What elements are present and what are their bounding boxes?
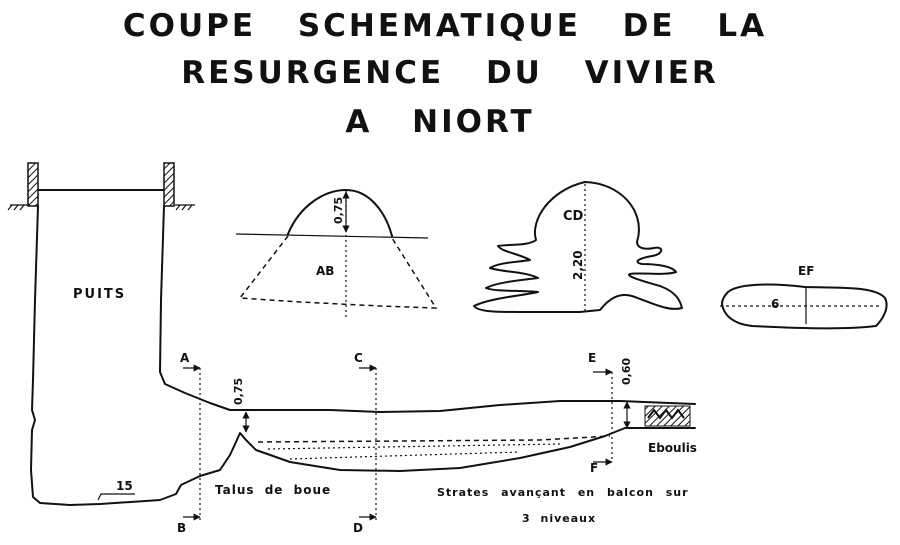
well-and-passage-floor <box>31 206 625 505</box>
strata-line-1 <box>258 436 610 442</box>
label-dim-075: 0,75 <box>232 377 245 405</box>
strata-lines <box>258 436 610 459</box>
eboulis-rubble <box>625 406 695 428</box>
label-dim-060: 0,60 <box>620 357 633 385</box>
well-wall-left <box>28 163 38 206</box>
label-dim-15: 15 <box>116 479 133 493</box>
section-ef <box>720 285 887 329</box>
label-section-d: D <box>353 521 363 535</box>
label-dim-ab: 0,75 <box>332 196 345 224</box>
title-line-2: RESURGENCE DU VIVIER <box>181 55 719 91</box>
section-cd-outline <box>474 182 682 312</box>
section-ab-lower <box>240 236 436 308</box>
label-strates-1: Strates avançant en balcon sur <box>437 486 689 499</box>
label-section-c: C <box>354 351 363 365</box>
title-line-3: A NIORT <box>345 104 535 140</box>
label-section-a: A <box>180 351 190 365</box>
well-wall-right <box>164 163 174 206</box>
well-structure <box>8 163 695 505</box>
label-dim-ef: 6 <box>771 297 780 311</box>
section-cd <box>474 182 682 312</box>
label-ef: EF <box>798 264 815 278</box>
dim-15-marker <box>98 494 135 500</box>
strata-line-2 <box>268 444 560 449</box>
label-dim-cd: 2,20 <box>571 250 585 280</box>
label-talus: Talus de boue <box>215 483 332 497</box>
label-strates-2: 3 niveaux <box>522 512 597 525</box>
label-section-f: F <box>590 461 599 475</box>
label-section-e: E <box>588 351 597 365</box>
strata-line-3 <box>290 452 520 459</box>
label-puits: PUITS <box>73 287 127 302</box>
label-cd: CD <box>563 209 584 224</box>
label-section-b: B <box>177 521 187 535</box>
title-line-1: COUPE SCHEMATIQUE DE LA <box>122 8 768 44</box>
label-ab: AB <box>316 264 335 278</box>
label-eboulis: Eboulis <box>648 441 697 455</box>
